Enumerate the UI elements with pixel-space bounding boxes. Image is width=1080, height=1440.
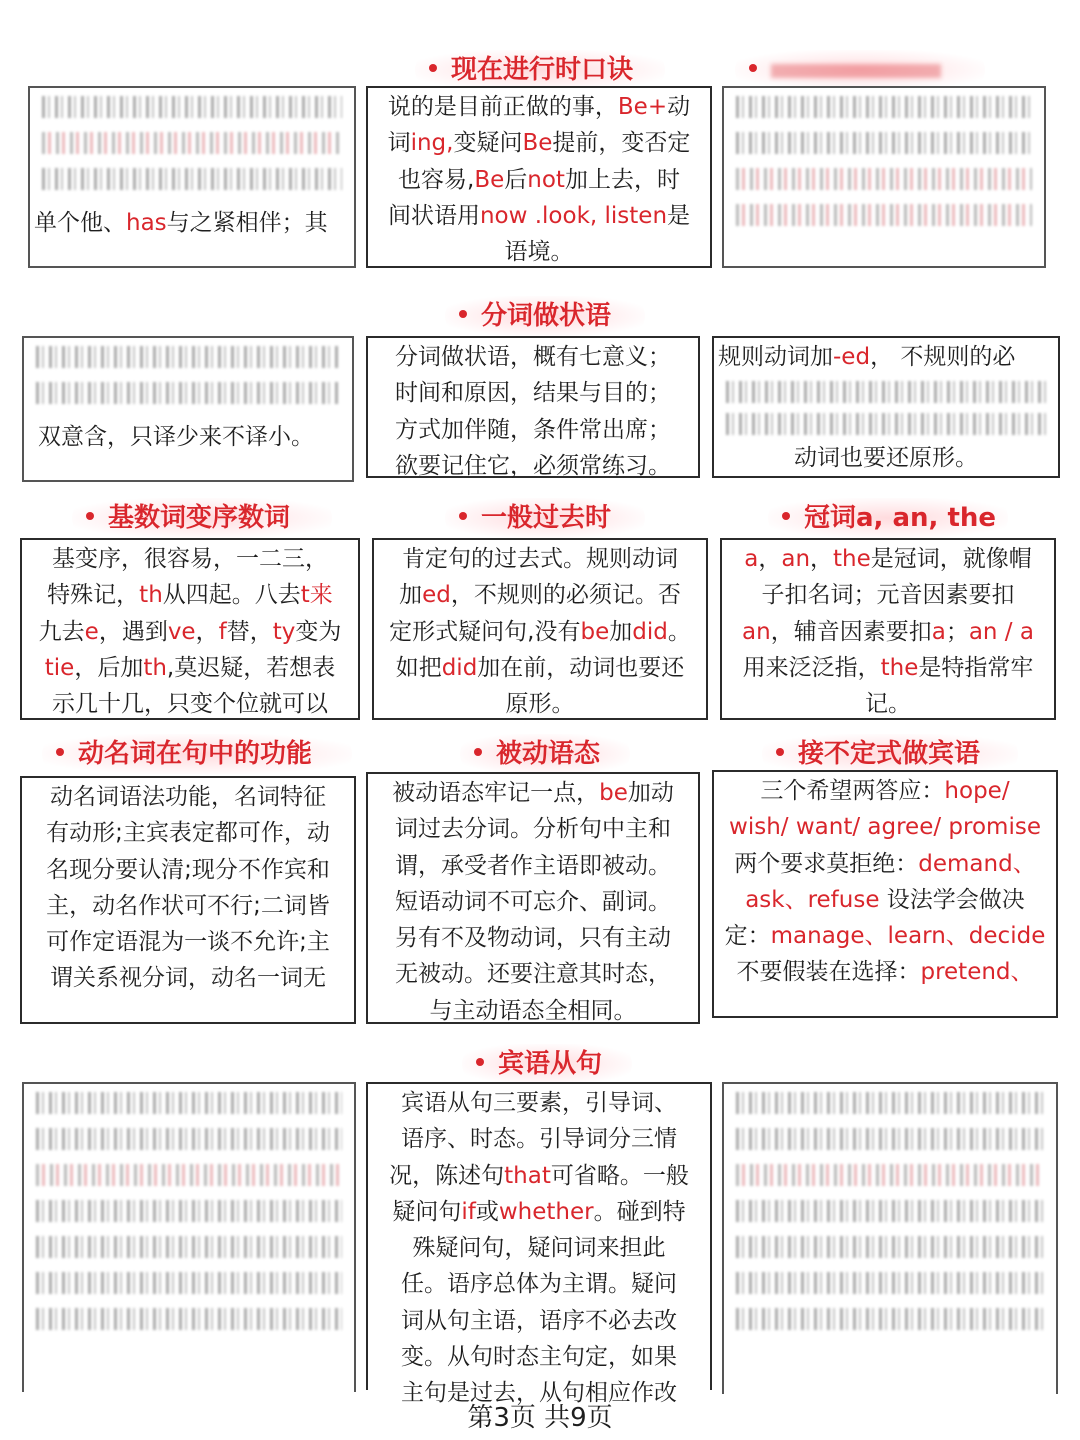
bullet-dot-icon [776,748,784,756]
card-infinitive-object [712,770,1058,1018]
card-visible-line [30,204,354,241]
text-line: 词从句主语，语序不必去改 [401,1307,677,1334]
blurred-line [736,204,1032,226]
blurred-line [42,96,342,118]
blurred-line [36,1236,342,1258]
section-title-present-continuous [415,50,665,90]
blurred-line [736,132,1032,154]
card-present-continuous [366,86,712,268]
blurred-line [42,132,342,154]
page-indicator: 第3页 共9页 [467,1403,613,1433]
section-title-gerund-function [42,734,352,774]
text-line: 可作定语混为一谈不允许;主 [46,929,330,956]
text-line: 词过去分词。分析句中主和 [395,816,671,843]
text-line: 殊疑问句，疑问词来担此 [412,1235,666,1262]
text-line: 名现分要认清;现分不作宾和 [46,856,330,883]
text-line: 有动形;主宾表定都可作，动 [46,820,330,847]
blurred-line [736,1128,1044,1150]
text-line: 语境。 [504,239,574,266]
blurred-line [36,1092,342,1114]
bullet-dot-icon [782,512,790,520]
bullet-dot-icon [429,64,437,72]
section-title-infinitive-object [762,734,1018,774]
text-line: 间状语用now .look, listen是 [387,202,691,229]
blurred-line [736,1272,1044,1294]
blurred-text-region [36,1092,342,1330]
card-body [374,540,706,722]
text-line: wish/ want/ agree/ promise [729,814,1041,841]
blurred-text-region [736,1092,1044,1330]
card-blurred-top-right [722,86,1046,268]
section-title-ordinal-numbers [72,498,332,538]
text-line: a，an，the是冠词，就像帽 [744,546,1032,572]
card-body-bottom [714,439,1058,476]
blurred-line [36,1272,342,1294]
text-line: 动名词语法功能，名词特征 [50,784,326,810]
text-line: 两个要求莫拒绝：demand、 [734,850,1036,877]
title-text: 一般过去时 [481,503,612,533]
text-line: 主，动名作状可不行;二词皆 [46,892,330,919]
card-articles [720,538,1056,720]
card-body [22,540,358,722]
blurred-line [736,96,1032,118]
section-title-blurred-right-1 [735,50,985,90]
text-line: 单个他、has与之紧相伴；其 [34,210,328,236]
text-line: 用来泛泛指，the是特指常牢 [742,654,1034,681]
text-line: 双意含，只译少来不译小。 [38,424,314,450]
text-line: 示几十几，只变个位就可以 [52,691,328,718]
blurred-text-region [36,346,340,404]
card-visible-line [24,418,352,455]
text-line: 肯定句的过去式。规则动词 [402,546,678,572]
card-body [368,338,698,484]
text-line: 谓，承受者作主语即被动。 [395,852,671,879]
text-line: 欲要记住它，必须常练习。 [395,452,671,479]
bullet-dot-icon [476,1058,484,1066]
text-line: 子扣名词；元音因素要扣 [761,582,1015,609]
text-line: 况，陈述句that可省略。一般 [389,1162,689,1189]
card-blurred-bottom-left [22,1082,356,1392]
section-title-participle-adverbial [445,296,645,336]
text-line: 三个希望两答应：hope/ [760,778,1010,804]
text-line: 基变序，很容易，一二三， [52,546,328,572]
card-body [722,540,1054,722]
text-line: 如把did加在前，动词也要还 [395,654,685,681]
text-line: 词ing,变疑问Be提前，变否定 [387,130,691,157]
text-line: 变。从句时态主句定，如果 [401,1344,677,1371]
blurred-line [736,1092,1044,1114]
text-line: 原形。 [505,691,575,718]
card-gerund-function [20,776,356,1024]
card-body [714,338,1058,375]
text-line: 被动语态牢记一点，be加动 [392,780,674,806]
card-blurred-bottom-right [722,1082,1058,1394]
card-body [368,88,710,270]
text-line: ask、refuse 设法学会做决 [745,886,1025,913]
text-line: 定：manage、learn、decide [724,923,1046,950]
section-title-articles [768,498,1008,538]
card-blurred-top-left [28,86,356,268]
text-line: 分词做状语，概有七意义； [395,344,671,370]
card-partially-blurred-middle-right [712,336,1060,478]
text-line: 规则动词加-ed， 不规则的必 [718,344,1016,370]
title-text: 被动语态 [496,739,601,769]
text-line: 任。语序总体为主谓。疑问 [401,1271,677,1298]
text-line: 疑问句if或whether。碰到特 [392,1198,686,1225]
blurred-line [42,168,342,190]
bullet-dot-icon [459,310,467,318]
card-simple-past [372,538,708,720]
blurred-line [36,1200,342,1222]
blurred-line [726,381,1046,403]
blurred-text-region [736,96,1032,226]
title-text: 现在进行时口诀 [451,55,634,85]
text-line: 也容易,Be后not加上去，时 [398,166,680,193]
text-line: 不要假装在选择：pretend、 [736,959,1034,986]
title-text: 冠词a, an, the [804,503,997,533]
blurred-text-region [42,96,342,190]
card-body [368,1084,710,1412]
card-body [368,774,698,1029]
title-text: 动名词在句中的功能 [78,739,313,769]
text-line: 主句是过去，从句相应作改 [401,1380,677,1407]
bullet-dot-icon [749,64,757,72]
blurred-line [736,1200,1044,1222]
blurred-line [36,1164,342,1186]
section-title-simple-past [445,498,645,538]
title-text: 宾语从句 [498,1049,603,1079]
text-line: 无被动。还要注意其时态， [395,961,671,988]
blurred-line [726,413,1046,435]
blurred-line [736,1236,1044,1258]
text-line: 宾语从句三要素，引导词、 [401,1090,677,1116]
blurred-line [36,346,340,368]
blurred-line [736,168,1032,190]
blurred-line [36,1128,342,1150]
card-passive-voice [366,772,700,1024]
card-participle-adverbial [366,336,700,478]
text-line: 定形式疑问句,没有be加did。 [389,618,691,645]
blurred-line [36,382,340,404]
title-text: 接不定式做宾语 [798,739,981,769]
text-line: 九去e，遇到ve，f替，ty变为 [38,618,342,645]
title-text: 分词做状语 [481,301,612,331]
text-line: 动词也要还原形。 [794,445,978,472]
section-title-object-clause [462,1044,632,1084]
bullet-dot-icon [474,748,482,756]
text-line: 短语动词不可忘介、副词。 [395,888,671,915]
text-line: 时间和原因，结果与目的； [395,380,671,407]
blurred-text-region [726,381,1046,435]
text-line: 语序、时态。引导词分三情 [401,1126,677,1153]
card-ordinal-numbers [20,538,360,720]
blurred-title-placeholder [771,64,941,78]
bullet-dot-icon [459,512,467,520]
text-line: 加ed，不规则的必须记。否 [399,582,681,609]
card-body [22,778,354,997]
text-line: 谓关系视分词，动名一词无 [50,965,326,992]
section-title-passive-voice [460,734,630,774]
text-line: 说的是目前正做的事，Be+动 [387,94,691,120]
blurred-line [36,1308,342,1330]
text-line: 特殊记，th从四起。八去t来 [47,582,333,609]
blurred-line [736,1164,1044,1186]
text-line: 与主动语态全相同。 [429,997,637,1024]
card-body [714,772,1056,991]
card-blurred-middle-left [22,336,354,482]
bullet-dot-icon [86,512,94,520]
card-object-clause [366,1082,712,1407]
text-line: 另有不及物动词，只有主动 [395,925,671,952]
title-text: 基数词变序数词 [108,503,291,533]
blurred-line [736,1308,1044,1330]
text-line: an，辅音因素要扣a；an / a [742,618,1034,645]
bullet-dot-icon [56,748,64,756]
text-line: 方式加伴随，条件常出席； [395,416,671,443]
text-line: tie，后加th,莫迟疑，若想表 [44,654,336,681]
text-line: 记。 [865,691,911,718]
